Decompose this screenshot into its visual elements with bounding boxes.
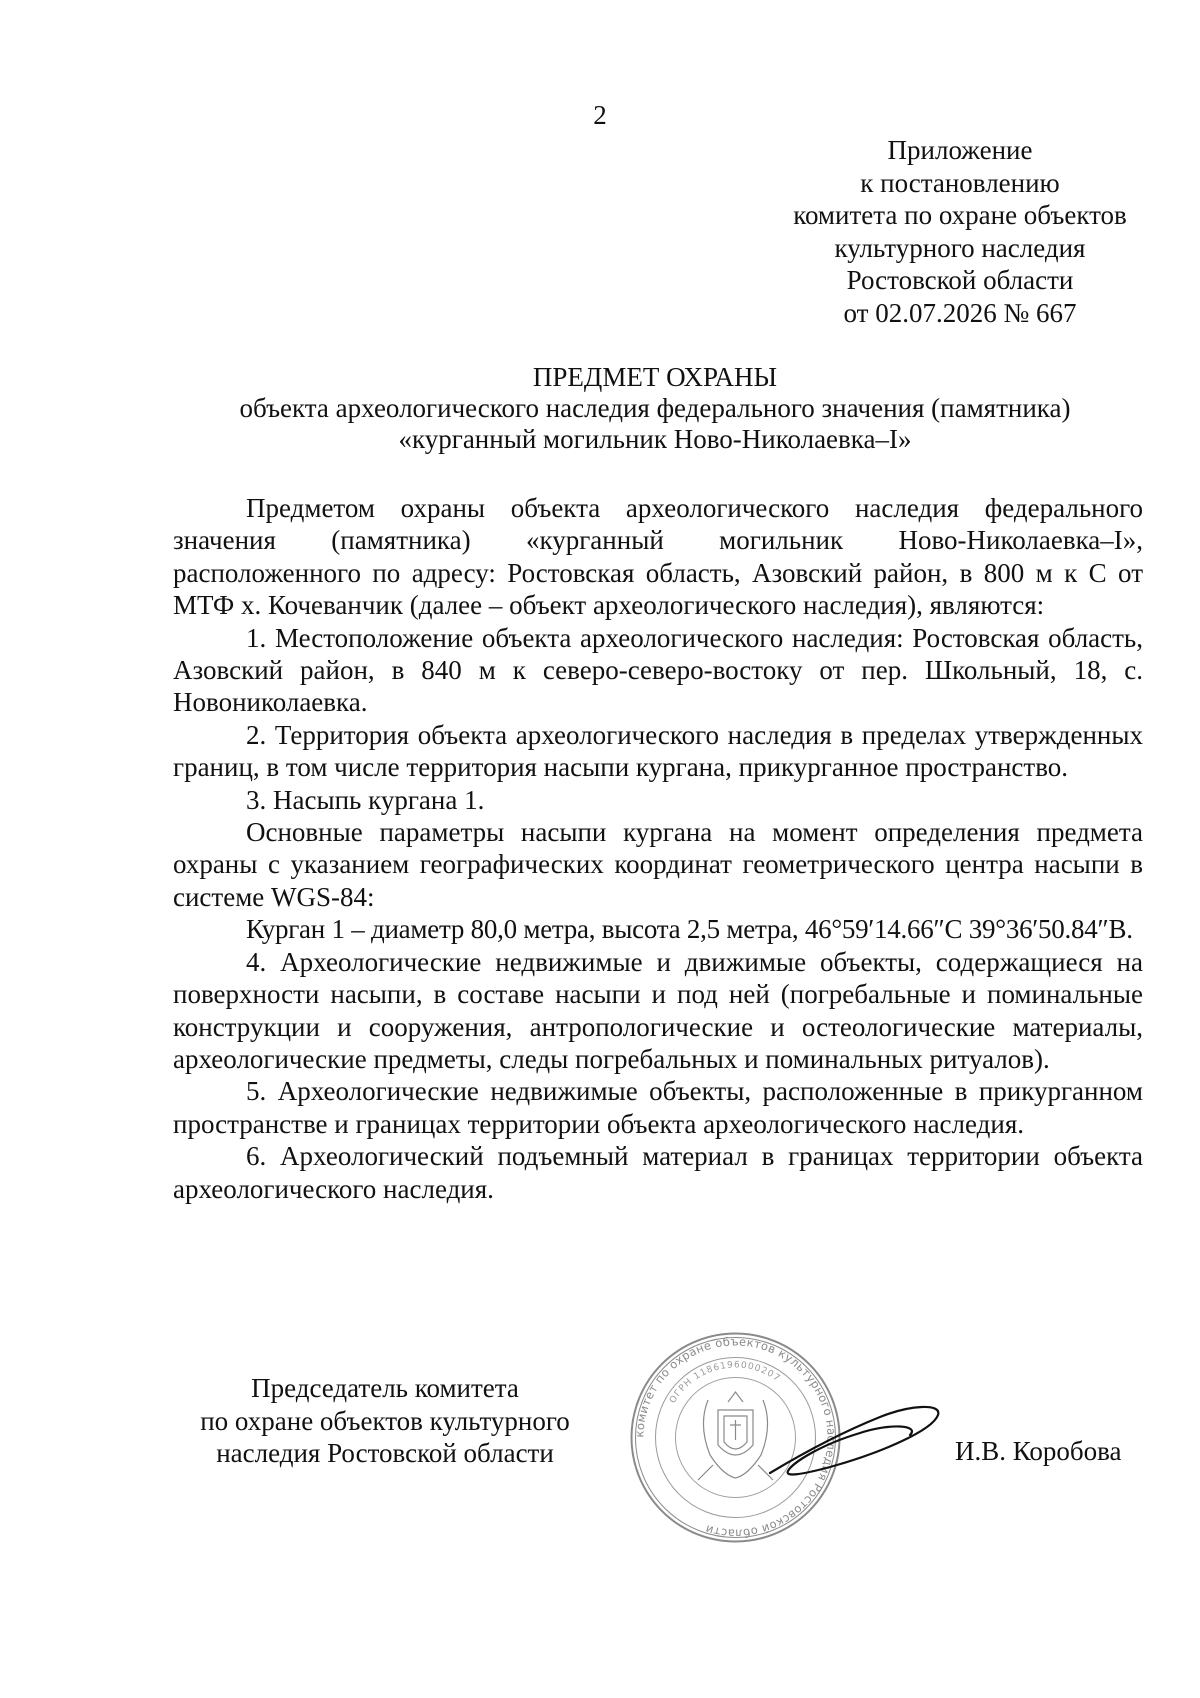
signatory-title <box>175 1372 595 1470</box>
body-paragraph: Курган 1 – диаметр 80,0 метра, высота 2,5 метра, 46°59′14.66″С 39°36′50.84″В. <box>246 914 1133 945</box>
title-line: объекта археологического наследия федерального значения (памятника) <box>239 393 1071 423</box>
page-number: 2 <box>593 100 607 130</box>
svg-text:комитет по охране объектов кул: комитет по охране объектов культурного наследия Ростовской области <box>632 1334 839 1541</box>
document-title <box>160 362 1150 455</box>
body-paragraph: 4. Археологические недвижимые и движимые объекты, содержащиеся на поверхности насыпи, в составе насыпи и под ней (погребальные и поминальные конструкции и сооружения, антропологические и остеологические материалы, археологические предметы, следы погребальных и поминальных ритуалов). <box>173 946 1143 1074</box>
signatory-line: по охране объектов культурного <box>200 1405 570 1436</box>
document-body <box>173 492 1143 1205</box>
body-paragraph: 5. Археологические недвижимые объекты, расположенные в прикурганном пространстве и границах территории объекта археологического наследия. <box>173 1076 1143 1139</box>
appendix-line: культурного наследия <box>834 232 1086 263</box>
signer-name: И.В. Коробова <box>955 1436 1122 1466</box>
appendix-line: Ростовской области <box>846 265 1074 295</box>
svg-text:ОГРН 1186196000207: ОГРН 1186196000207 <box>668 1360 782 1406</box>
signatory-line: наследия Ростовской области <box>216 1438 554 1468</box>
appendix-line: Приложение <box>887 135 1033 165</box>
appendix-block <box>760 134 1160 329</box>
signature-mark <box>760 1395 950 1485</box>
signatory-line: Председатель комитета <box>251 1373 519 1403</box>
body-paragraph: 1. Местоположение объекта археологического наследия: Ростовская область, Азовский район, в 840 м к северо-северо-востоку от пер. Школьный, 18, с. Новониколаевка. <box>173 622 1143 718</box>
body-paragraph: Предметом охраны объекта археологического наследия федерального значения (памятника) «курганный могильник Ново-Николаевка–I», расположенного по адресу: Ростовская область, Азовский район, в 800 м к С от МТФ х. Кочеванчик (далее – объект археологического наследия), являются: <box>173 493 1143 621</box>
title-line: «курганный могильник Ново-Николаевка–I» <box>398 424 912 454</box>
appendix-line: к постановлению <box>860 167 1060 198</box>
body-paragraph: 3. Насыпь кургана 1. <box>246 784 485 815</box>
body-paragraph: Основные параметры насыпи кургана на момент определения предмета охраны с указанием географических координат геометрического центра насыпи в системе WGS-84: <box>173 817 1143 912</box>
appendix-line: комитета по охране объектов <box>793 200 1127 230</box>
title-heading: ПРЕДМЕТ ОХРАНЫ <box>532 362 778 392</box>
body-paragraph: 2. Территория объекта археологического наследия в пределах утвержденных границ, в том числе территория насыпи кургана, прикурганное пространство. <box>173 719 1143 783</box>
appendix-line: от 02.07.2026 № 667 <box>843 297 1077 328</box>
body-paragraph: 6. Археологический подъемный материал в границах территории объекта археологического наследия. <box>173 1141 1143 1204</box>
